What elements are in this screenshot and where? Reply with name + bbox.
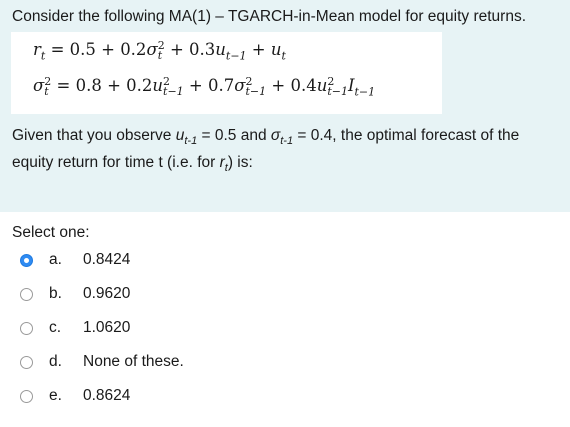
option-letter: e. [49,387,62,404]
option-letter: b. [49,285,62,302]
question-box [0,0,570,212]
option-letter: a. [49,251,62,268]
option-d[interactable] [20,350,420,374]
variance-equation: σ 2 t = 0.8 + 0.2u 2 t−1 + 0.7σ 2 t−1 + 0.4u 2 t−1 $I_{t-1}$ [33,74,376,99]
option-e[interactable] [20,384,420,408]
option-value: 0.8424 [83,251,131,268]
mean-equation: $r_t = 0.5 + 0.2\sigma$ 2 t + $0.3u_{t-1} + u_t$ [33,38,286,63]
option-letter: d. [49,353,62,370]
option-b[interactable] [20,282,420,306]
option-c[interactable] [20,316,420,340]
radio-e[interactable] [20,390,33,403]
option-value: 0.8624 [83,387,131,404]
option-value: 0.9620 [83,285,131,302]
option-value: 1.0620 [83,319,131,336]
radio-d[interactable] [20,356,33,369]
radio-c[interactable] [20,322,33,335]
question-observation: Given that you observe $u_{t-1} = 0.5$ and $\sigma_{t-1} = 0.4$, the optimal forecast of the equity return for time t (i.e. for $r_t$) is: [12,127,520,175]
option-letter: c. [49,319,62,336]
option-value: None of these. [83,353,184,370]
option-a[interactable] [20,248,420,272]
select-one-label: Select one: [12,224,90,241]
radio-a[interactable] [20,254,33,267]
formula-block [11,32,442,114]
radio-b[interactable] [20,288,33,301]
question-intro: Consider the following MA(1) – TGARCH-in-Mean model for equity returns. [12,8,526,25]
